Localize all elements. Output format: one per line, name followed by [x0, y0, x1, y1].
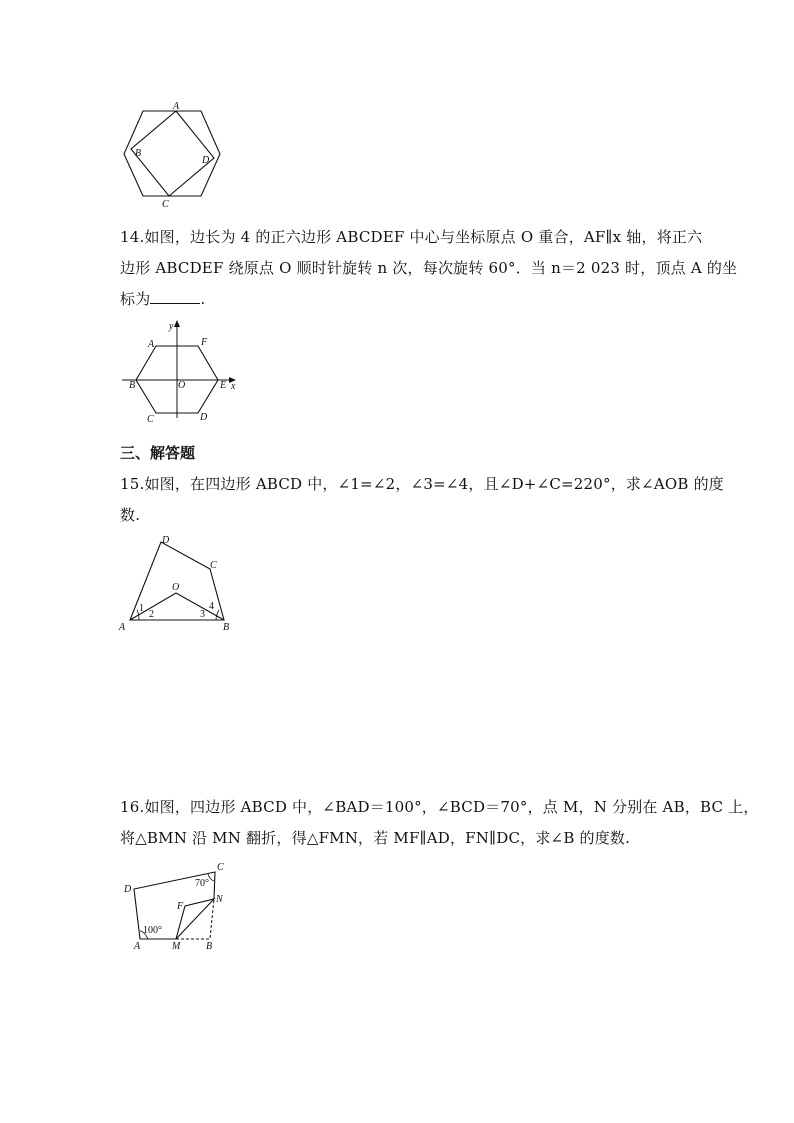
- hexagon-coordinate-figure: [118, 318, 248, 428]
- label-a: A: [134, 941, 141, 952]
- label-angle-a: 100°: [143, 925, 162, 936]
- q16-line2: 将△BMN 沿 MN 翻折，得△FMN，若 MF∥AD，FN∥DC，求∠B 的度数.: [120, 829, 631, 847]
- label-d: D: [124, 884, 132, 895]
- label-o: O: [178, 380, 186, 391]
- label-c: C: [162, 199, 169, 210]
- label-a: A: [119, 622, 126, 633]
- label-angle-c: 70°: [195, 878, 209, 889]
- label-f: F: [201, 337, 208, 348]
- q14-line3: [120, 288, 205, 310]
- q14-line2: 边形 ABCDEF 绕原点 O 顺时针旋转 n 次，每次旋转 60°．当 n＝2 023 时，顶点 A 的坐: [120, 259, 738, 277]
- q14-line3-end: .: [200, 290, 206, 308]
- label-e: E: [220, 380, 227, 391]
- label-m: M: [172, 941, 181, 952]
- label-a: A: [173, 101, 180, 112]
- q15-line1: 15.如图，在四边形 ABCD 中，∠1=∠2，∠3=∠4，且∠D+∠C=220°，求∠AOB 的度: [120, 475, 725, 493]
- label-b: B: [129, 380, 136, 391]
- label-d: D: [162, 535, 170, 546]
- q14-line3-text: 标为: [120, 290, 151, 308]
- label-d: D: [200, 412, 208, 423]
- label-b: B: [206, 941, 213, 952]
- label-x: x: [231, 381, 236, 392]
- label-n: N: [216, 894, 223, 905]
- q15-line2: 数.: [120, 506, 141, 524]
- label-d: D: [202, 155, 210, 166]
- label-f: F: [177, 901, 184, 912]
- label-a: A: [148, 339, 155, 350]
- section-heading: 三、解答题: [120, 444, 196, 462]
- q16-line1: 16.如图，四边形 ABCD 中，∠BAD＝100°，∠BCD＝70°，点 M，N 分别在 AB，BC 上，: [120, 798, 759, 816]
- label-b: B: [135, 148, 142, 159]
- label-c: C: [147, 414, 154, 425]
- label-c: C: [217, 862, 224, 873]
- label-y: y: [169, 321, 174, 332]
- label-angle-4: 4: [209, 601, 214, 612]
- label-c: C: [210, 560, 217, 571]
- inscribed-square: [131, 111, 214, 196]
- quadrilateral-abcd-figure: [116, 530, 240, 635]
- angle-arc-b: [216, 610, 219, 620]
- hexagon-square-figure: [118, 100, 228, 212]
- label-b: B: [223, 622, 230, 633]
- q14-line1: 14.如图，边长为 4 的正六边形 ABCDEF 中心与坐标原点 O 重合，AF∥x 轴，将正六: [120, 228, 703, 246]
- fold-figure: [118, 856, 236, 956]
- label-o: O: [172, 582, 180, 593]
- label-angle-2: 2: [149, 609, 154, 620]
- label-angle-1: 1: [139, 603, 144, 614]
- label-angle-3: 3: [200, 609, 205, 620]
- answer-blank[interactable]: [150, 289, 200, 304]
- y-axis-arrow: [174, 320, 180, 327]
